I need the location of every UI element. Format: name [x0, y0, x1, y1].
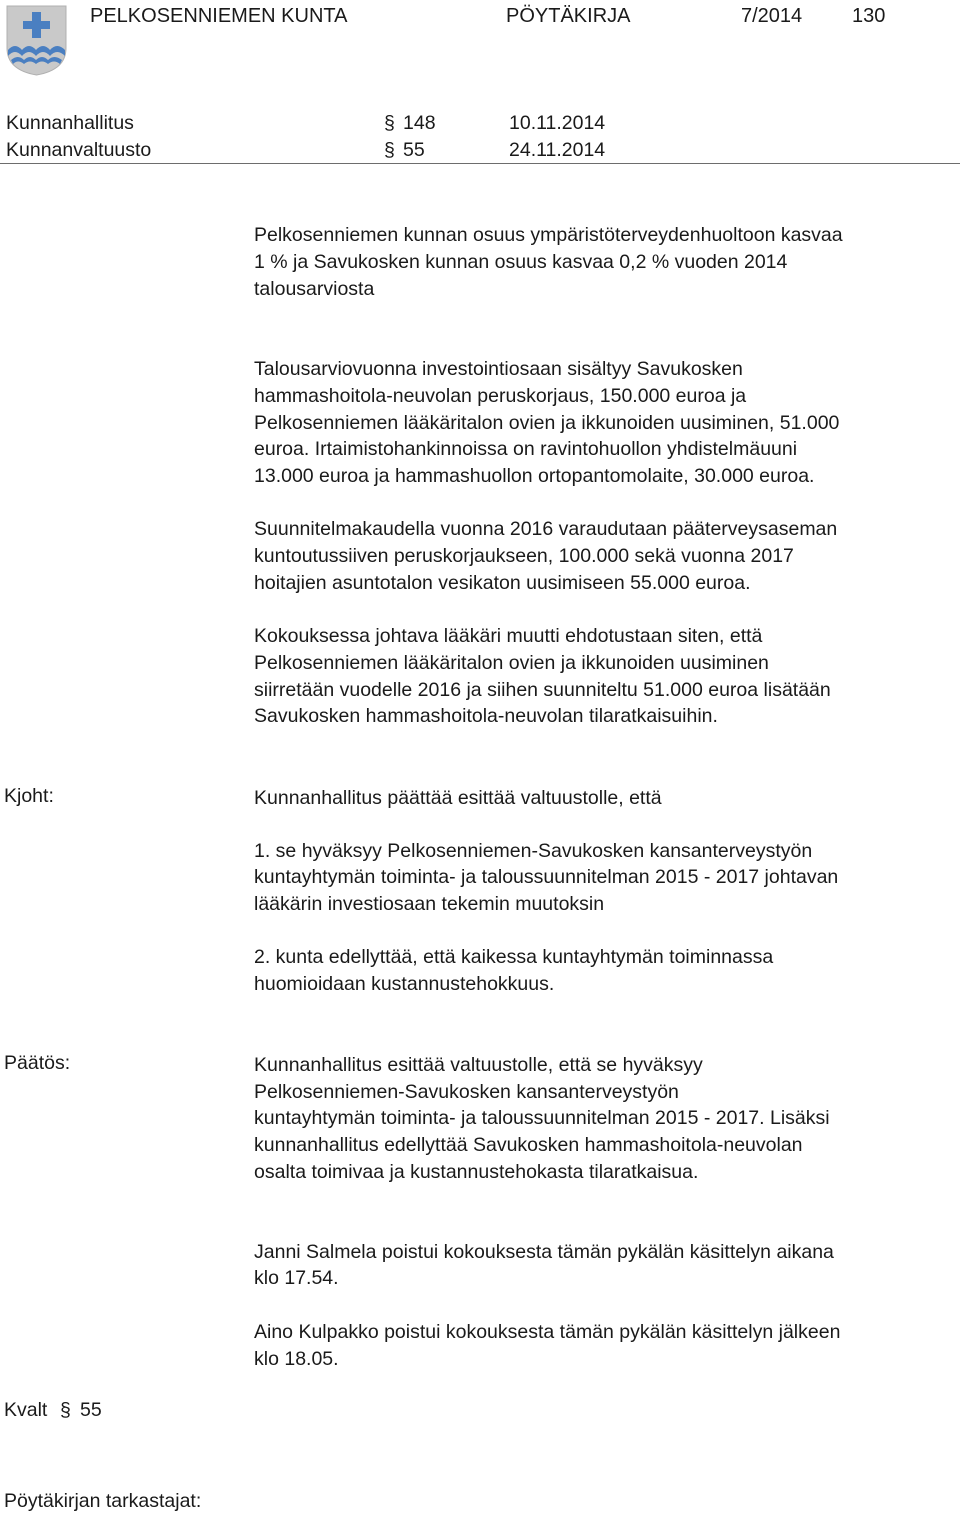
- meta-date-kunnanhallitus: 10.11.2014: [509, 112, 606, 134]
- kjoht-item-line: 1. se hyväksyy Pelkosenniemen-Savukosken kansanterveystyön: [254, 840, 813, 862]
- municipality-coat-of-arms-logo: [5, 4, 68, 76]
- paragraph-line: Pelkosenniemen lääkäritalon ovien ja ikkunoiden uusiminen: [254, 652, 769, 674]
- meta-date-kunnanvaltuusto: 24.11.2014: [509, 139, 606, 161]
- kjoht-item-line: kuntayhtymän toiminta- ja taloussuunnitelman 2015 - 2017 johtavan: [254, 866, 839, 888]
- meta-section-55: 55: [403, 139, 425, 161]
- kjoht-item-line: 2. kunta edellyttää, että kaikessa kuntayhtymän toiminnassa: [254, 946, 774, 968]
- meta-section-148: 148: [403, 112, 436, 134]
- organization-name: PELKOSENNIEMEN KUNTA: [90, 5, 348, 27]
- paatos-line: Pelkosenniemen-Savukosken kansanterveystyön: [254, 1081, 679, 1103]
- paatos-line: kunnanhallitus edellyttää Savukosken hammashoitola-neuvolan: [254, 1134, 803, 1156]
- paatos-line: Kunnanhallitus esittää valtuustolle, että se hyväksyy: [254, 1054, 703, 1076]
- paragraph-line: Talousarviovuonna investointiosaan sisältyy Savukosken: [254, 358, 743, 380]
- paragraph-line: kuntoutussiiven peruskorjaukseen, 100.000 sekä vuonna 2017: [254, 545, 794, 567]
- note-line: Aino Kulpakko poistui kokouksesta tämän pykälän käsittelyn jälkeen: [254, 1321, 841, 1343]
- paatos-label: Päätös:: [4, 1052, 71, 1074]
- intro-line: talousarviosta: [254, 278, 375, 300]
- note-line: klo 17.54.: [254, 1267, 339, 1289]
- intro-line: Pelkosenniemen kunnan osuus ympäristöterveydenhuoltoon kasvaa: [254, 224, 843, 246]
- kjoht-item-line: huomioidaan kustannustehokkuus.: [254, 973, 555, 995]
- kjoht-label: Kjoht:: [4, 785, 54, 807]
- issue-number: 7/2014: [741, 5, 803, 27]
- intro-line: 1 % ja Savukosken kunnan osuus kasvaa 0,2 % vuoden 2014: [254, 251, 788, 273]
- kjoht-lead: Kunnanhallitus päättää esittää valtuustolle, että: [254, 787, 662, 809]
- footer-reviewers-label: Pöytäkirjan tarkastajat:: [4, 1490, 202, 1512]
- page-number: 130: [852, 5, 886, 27]
- paragraph-line: Savukosken hammashoitola-neuvolan tilaratkaisuihin.: [254, 705, 718, 727]
- paragraph-line: 13.000 euroa ja hammashuollon ortopantomolaite, 30.000 euroa.: [254, 465, 815, 487]
- kvalt-label: Kvalt: [4, 1399, 48, 1421]
- paragraph-line: Suunnitelmakaudella vuonna 2016 varaudutaan pääterveysaseman: [254, 518, 838, 540]
- meta-body-kunnanvaltuusto: Kunnanvaltuusto: [6, 139, 152, 161]
- header-divider: [0, 163, 960, 164]
- document-type: PÖYTÄKIRJA: [506, 5, 631, 27]
- section-symbol: §: [60, 1399, 71, 1421]
- paatos-line: osalta toimivaa ja kustannustehokasta tilaratkaisua.: [254, 1161, 699, 1183]
- paatos-line: kuntayhtymän toiminta- ja taloussuunnitelman 2015 - 2017. Lisäksi: [254, 1107, 830, 1129]
- section-symbol: §: [384, 112, 395, 134]
- note-line: Janni Salmela poistui kokouksesta tämän pykälän käsittelyn aikana: [254, 1241, 834, 1263]
- paragraph-line: Kokouksessa johtava lääkäri muutti ehdotustaan siten, että: [254, 625, 763, 647]
- paragraph-line: siirretään vuodelle 2016 ja siihen suunniteltu 51.000 euroa lisätään: [254, 679, 831, 701]
- paragraph-line: euroa. Irtaimistohankinnoissa on ravintohuollon yhdistelmäuuni: [254, 438, 798, 460]
- paragraph-line: Pelkosenniemen lääkäritalon ovien ja ikkunoiden uusiminen, 51.000: [254, 412, 840, 434]
- section-symbol: §: [384, 139, 395, 161]
- kjoht-item-line: lääkärin investiosaan tekemin muutoksin: [254, 893, 605, 915]
- meta-body-kunnanhallitus: Kunnanhallitus: [6, 112, 134, 134]
- note-line: klo 18.05.: [254, 1348, 339, 1370]
- kvalt-section: 55: [80, 1399, 102, 1421]
- paragraph-line: hoitajien asuntotalon vesikaton uusimiseen 55.000 euroa.: [254, 572, 751, 594]
- paragraph-line: hammashoitola-neuvolan peruskorjaus, 150.000 euroa ja: [254, 385, 747, 407]
